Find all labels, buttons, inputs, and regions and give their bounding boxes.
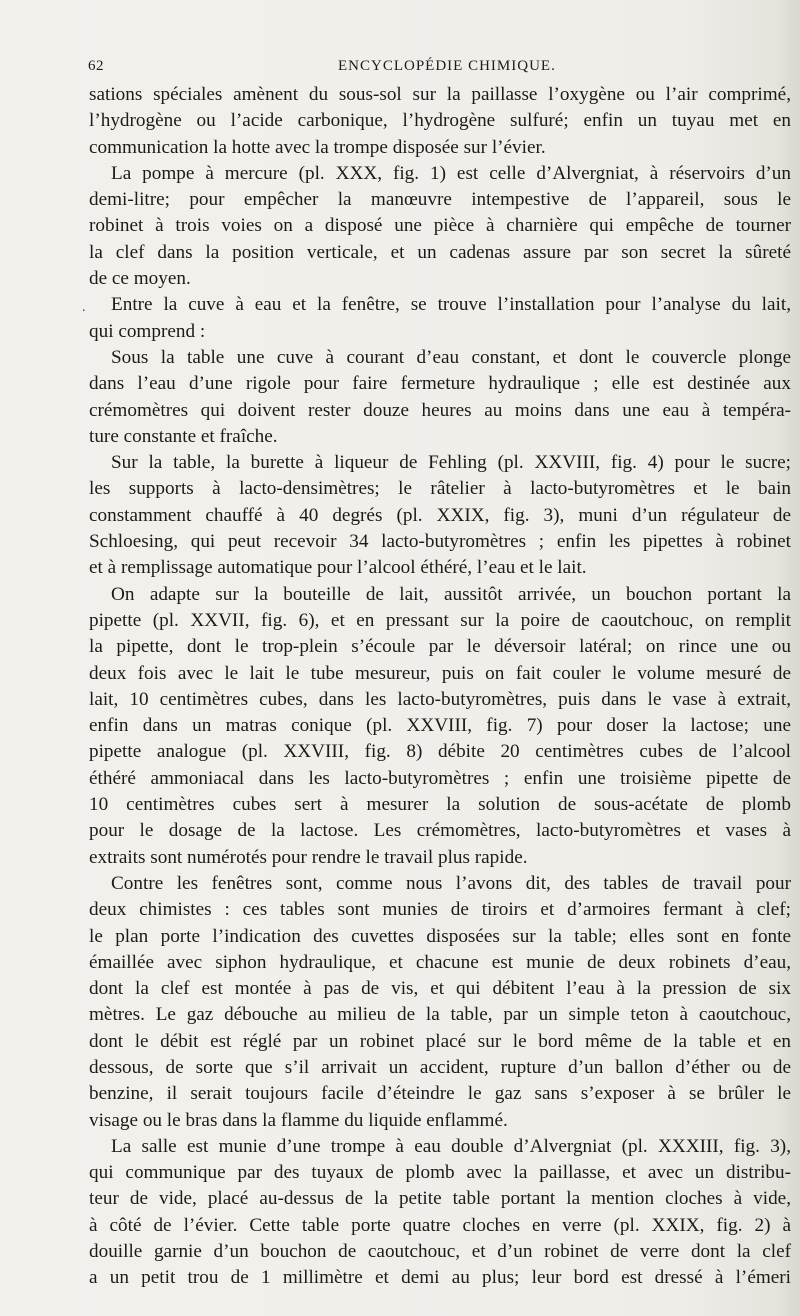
text-line: à côté de l’évier. Cette table porte quatre cloches en verre (pl. XXIX, fig. 2) à: [89, 1214, 791, 1236]
text-line: benzine, il serait toujours facile d’éteindre le gaz sans s’exposer à se brûler le: [89, 1083, 791, 1105]
text-line: deux chimistes : ces tables sont munies de tiroirs et d’armoires fermant à clef;: [89, 899, 791, 921]
text-line: lait, 10 centimètres cubes, dans les lacto-butyromètres, puis dans le vase à extrait,: [89, 688, 791, 710]
text-line: l’hydrogène ou l’acide carbonique, l’hydrogène sulfuré; enfin un tuyau met en: [89, 110, 791, 132]
text-line: les supports à lacto-densimètres; le râtelier à lacto-butyromètres et le bain: [89, 478, 791, 500]
text-line: qui comprend :: [89, 320, 206, 342]
text-line: pour le dosage de la lactose. Les crémomètres, lacto-butyromètres et vases à: [89, 820, 791, 842]
text-line: extraits sont numérotés pour rendre le travail plus rapide.: [89, 846, 528, 868]
text-line: Contre les fenêtres sont, comme nous l’avons dit, des tables de travail pour: [111, 872, 791, 894]
text-line: On adapte sur la bouteille de lait, aussitôt arrivée, un bouchon portant la: [111, 583, 791, 605]
margin-mark: .: [82, 300, 86, 315]
text-line: sations spéciales amènent du sous-sol sur la paillasse l’oxygène ou l’air comprimé,: [89, 84, 791, 105]
text-line: pipette analogue (pl. XXVIII, fig. 8) débite 20 centimètres cubes de l’alcool: [89, 741, 791, 763]
text-line: a un petit trou de 1 millimètre et demi au plus; leur bord est dressé à l’émeri: [89, 1267, 791, 1289]
text-line: Entre la cuve à eau et la fenêtre, se trouve l’installation pour l’analyse du lait,: [111, 294, 791, 316]
text-line: dont le débit est réglé par un robinet placé sur le bord même de la table et en: [89, 1030, 791, 1052]
text-line: qui communique par des tuyaux de plomb avec la paillasse, et avec un distribu-: [89, 1162, 791, 1184]
text-line: Sous la table une cuve à courant d’eau constant, et dont le couvercle plonge: [111, 346, 791, 368]
text-line: Sur la table, la burette à liqueur de Fehling (pl. XXVIII, fig. 4) pour le sucre;: [111, 452, 791, 474]
text-line: Schloesing, qui peut recevoir 34 lacto-butyromètres ; enfin les pipettes à robinet: [89, 531, 791, 553]
text-line: La salle est munie d’une trompe à eau double d’Alvergniat (pl. XXXIII, fig. 3),: [111, 1135, 791, 1157]
text-line: de ce moyen.: [89, 268, 191, 290]
text-line: dessous, de sorte que s’il arrivait un accident, rupture d’un ballon d’éther ou de: [89, 1056, 791, 1078]
text-line: demi-litre; pour empêcher la manœuvre intempestive de l’appareil, sous le: [89, 189, 791, 211]
text-line: communication la hotte avec la trompe disposée sur l’évier.: [89, 136, 546, 158]
page-number: 62: [88, 58, 104, 74]
text-line: dans l’eau d’une rigole pour faire fermeture hydraulique ; elle est destinée aux: [89, 373, 791, 395]
text-line: deux fois avec le lait le tube mesureur, puis on fait couler le volume mesuré de: [89, 662, 791, 684]
text-line: crémomètres qui doivent rester douze heures au moins dans une eau à tempéra-: [89, 399, 791, 421]
text-line: dont la clef est montée à pas de vis, et qui débitent l’eau à la pression de six: [89, 978, 791, 1000]
text-line: visage ou le bras dans la flamme du liquide enflammé.: [89, 1109, 508, 1131]
text-line: et à remplissage automatique pour l’alcool éthéré, l’eau et le lait.: [89, 557, 587, 579]
text-line: ture constante et fraîche.: [89, 425, 278, 447]
text-line: teur de vide, placé au-dessus de la petite table portant la mention cloches à vide,: [89, 1188, 791, 1210]
text-line: le plan porte l’indication des cuvettes disposées sur la table; elles sont en fonte: [89, 925, 791, 947]
text-line: émaillée avec siphon hydraulique, et chacune est munie de deux robinets d’eau,: [89, 951, 791, 973]
text-line: pipette (pl. XXVII, fig. 6), et en pressant sur la poire de caoutchouc, on remplit: [89, 609, 791, 631]
text-line: La pompe à mercure (pl. XXX, fig. 1) est celle d’Alvergniat, à réservoirs d’un: [111, 162, 791, 184]
text-line: la pipette, dont le trop-plein s’écoule par le déversoir latéral; on rince une ou: [89, 636, 791, 658]
text-line: 10 centimètres cubes sert à mesurer la solution de sous-acétate de plomb: [89, 794, 791, 816]
text-line: la clef dans la position verticale, et un cadenas assure par son secret la sûreté: [89, 241, 791, 263]
text-line: robinet à trois voies on a disposé une pièce à charnière qui empêche de tourner: [89, 215, 791, 237]
running-head: [88, 58, 792, 82]
text-line: enfin dans un matras conique (pl. XXVIII, fig. 7) pour doser la lactose; une: [89, 715, 791, 737]
body-text: [89, 82, 791, 1292]
text-line: éthéré ammoniacal dans les lacto-butyromètres ; enfin une troisième pipette de: [89, 767, 791, 789]
text-line: douille garnie d’un bouchon de caoutchouc, et d’un robinet de verre dont la clef: [89, 1241, 791, 1263]
running-title: ENCYCLOPÉDIE CHIMIQUE.: [338, 58, 556, 74]
text-line: constamment chauffé à 40 degrés (pl. XXIX, fig. 3), muni d’un régulateur de: [89, 504, 791, 526]
text-line: mètres. Le gaz débouche au milieu de la table, par un simple teton à caoutchouc,: [89, 1004, 791, 1026]
